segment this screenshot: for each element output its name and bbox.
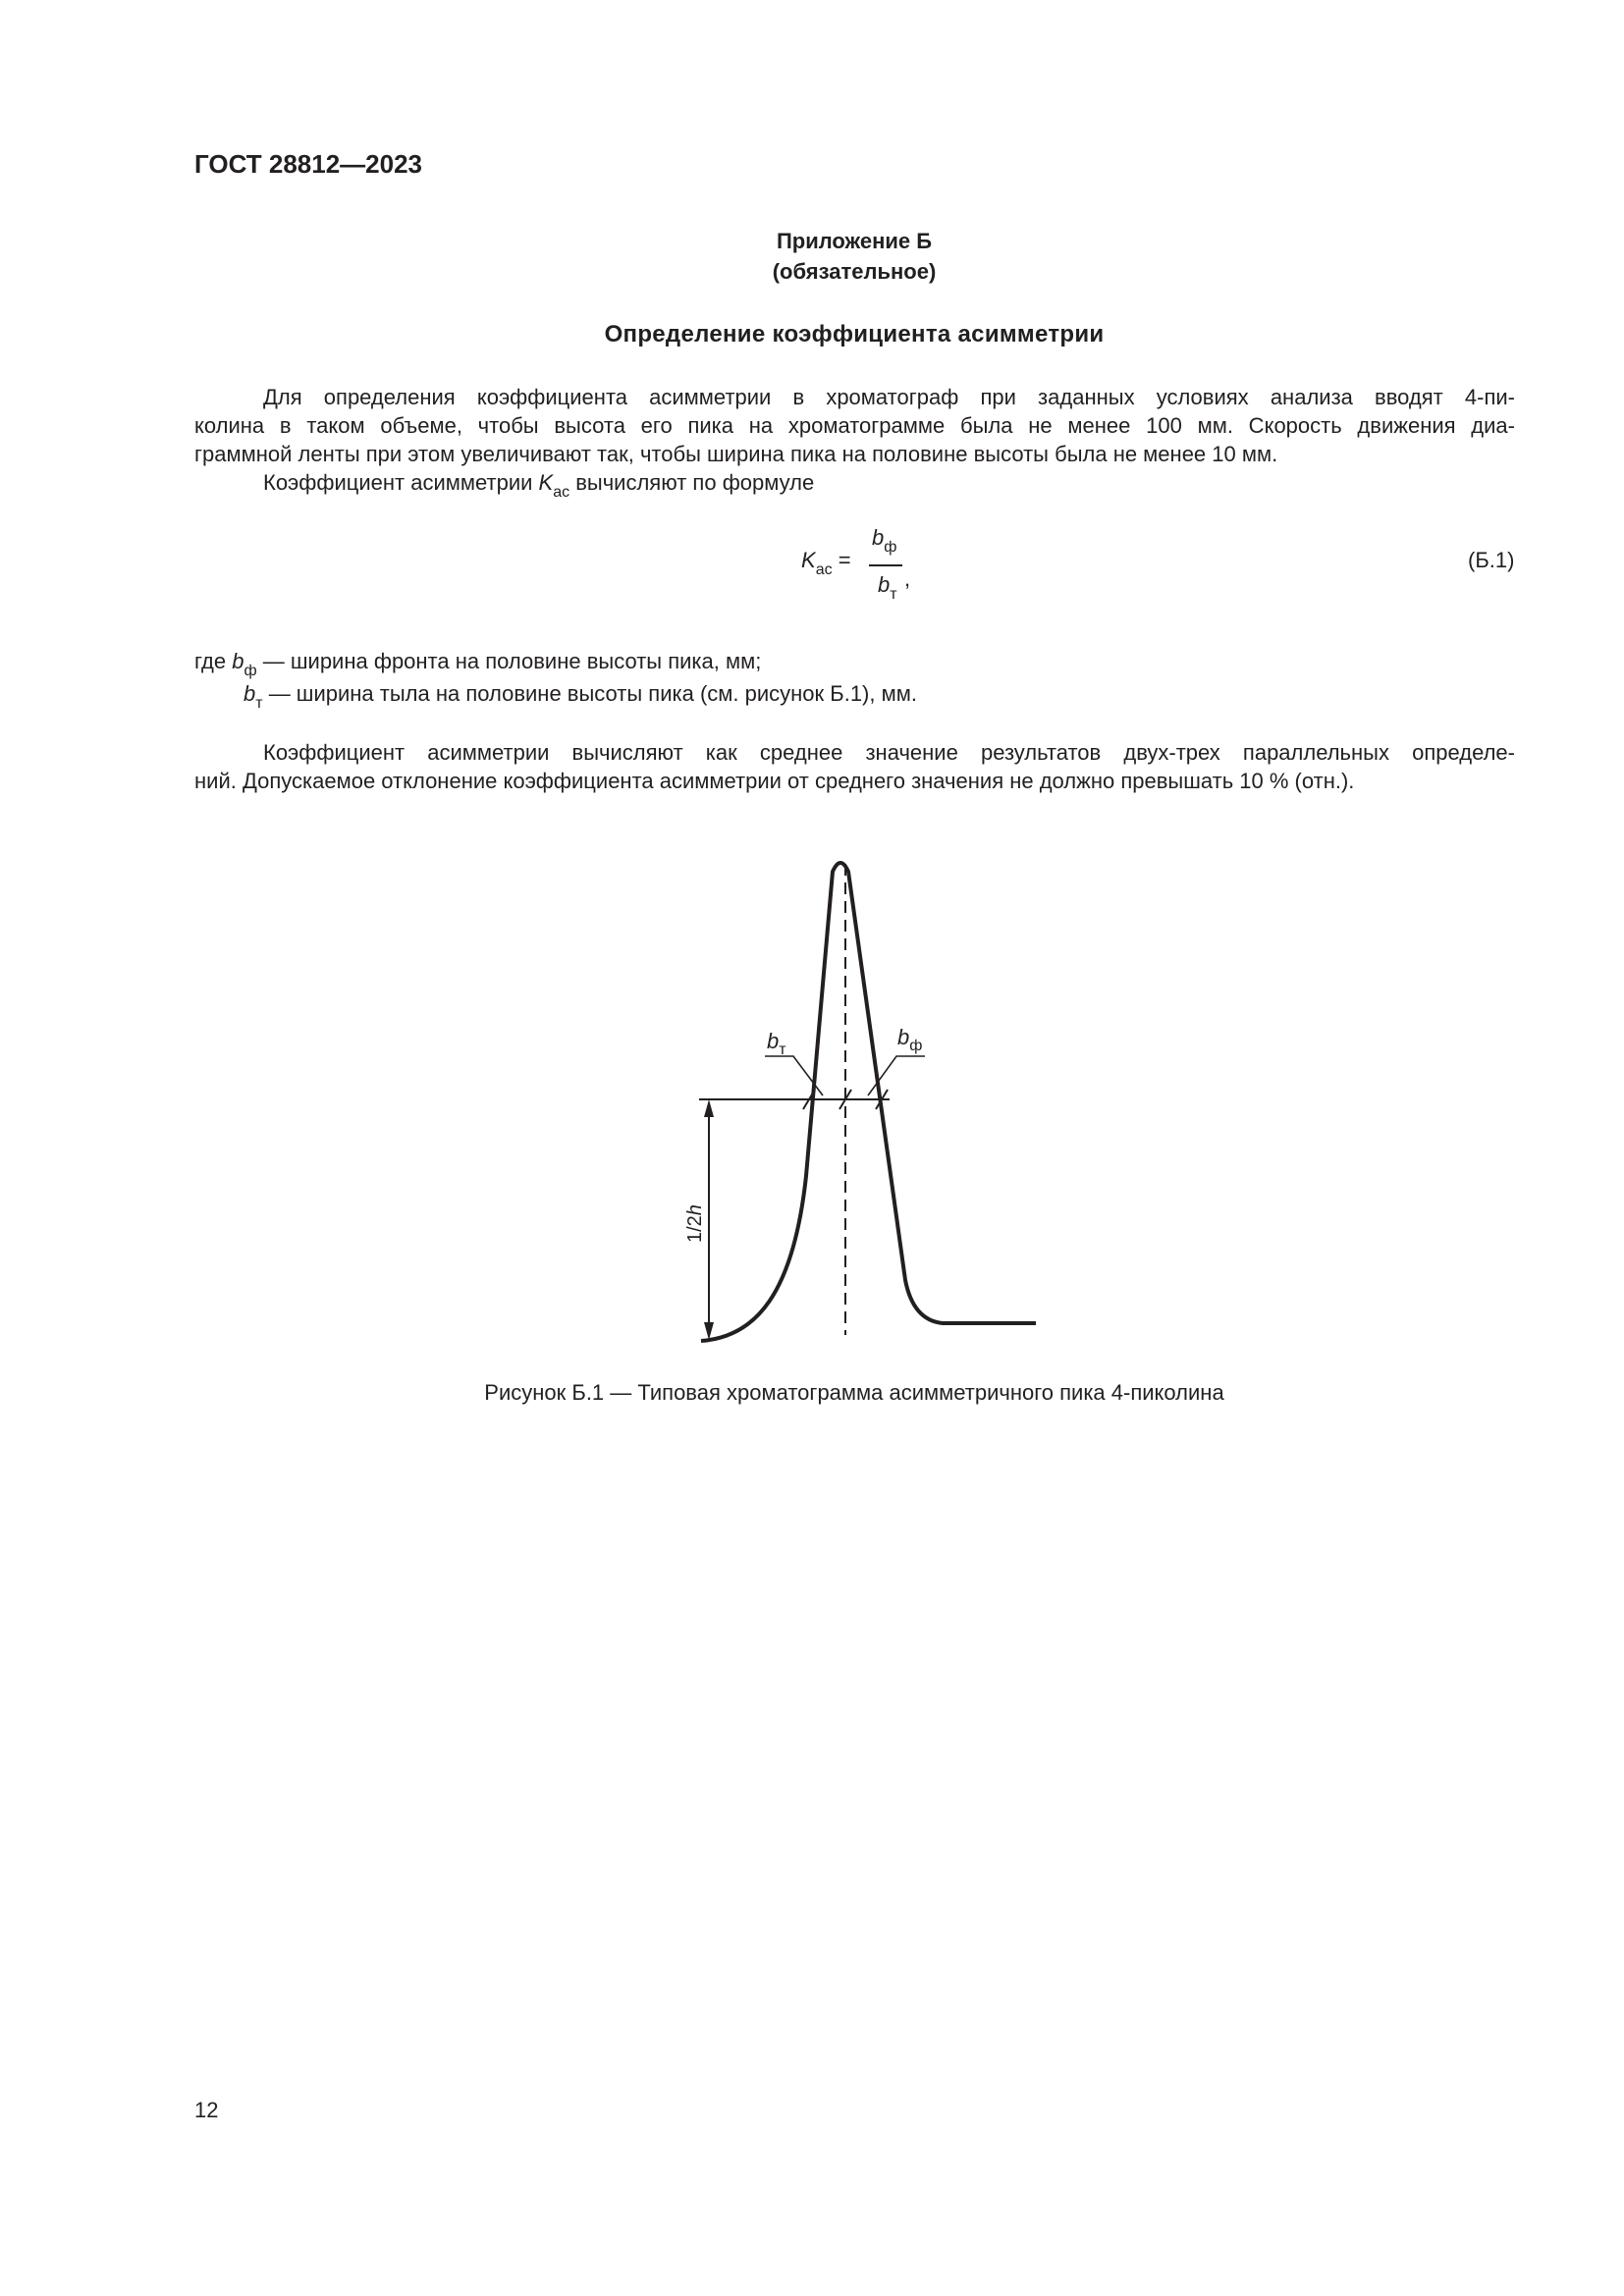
label-bf: $b_ф$ [897, 1025, 923, 1054]
definition-2-symbol: b [244, 681, 256, 706]
conclusion-line-2: ний. Допускаемое отклонение коэффициента асимметрии от среднего значения не должно превышать 10 % (отн.). [194, 769, 1355, 793]
formula-lhs-symbol: K [801, 548, 816, 572]
definition-2-subscript: т [255, 695, 263, 712]
document-code: ГОСТ 28812—2023 [194, 149, 422, 179]
definition-1-subscript: ф [244, 663, 257, 679]
conclusion-line-1: Коэффициент асимметрии вычисляют как среднее значение результатов двух-трех параллельных определе- [263, 740, 1515, 765]
dimension-arrow-top [704, 1099, 714, 1117]
formula-comma: , [904, 566, 911, 591]
annex-status: (обязательное) [772, 259, 937, 284]
formula-lhs-subscript: ас [815, 561, 833, 578]
page-number: 12 [194, 2098, 219, 2122]
section-heading: Определение коэффициента асимметрии [604, 321, 1105, 347]
intro-line-3: граммной ленты при этом увеличивают так, чтобы ширина пика на половине высоты была не менее 10 мм. [194, 442, 1278, 466]
formula-number: (Б.1) [1468, 548, 1515, 572]
dimension-arrow-bottom [704, 1322, 714, 1340]
formula-lead-subscript: ас [553, 484, 570, 501]
intro-line-1: Для определения коэффициента асимметрии в хроматограф при заданных условиях анализа вводят 4-пи- [263, 385, 1515, 409]
formula-denominator-subscript: т [890, 586, 897, 603]
peak-curve [701, 863, 1036, 1341]
intro-line-2: колина в таком объеме, чтобы высота его пика на хроматограмме была не менее 100 мм. Скорость движения диа- [194, 413, 1515, 438]
figure-caption: Рисунок Б.1 — Типовая хроматограмма асимметричного пика 4-пиколина [484, 1380, 1224, 1405]
formula-numerator-symbol: b [872, 525, 885, 550]
formula-lead-symbol: K [538, 470, 554, 495]
annex-title: Приложение Б [776, 229, 933, 253]
definition-1-symbol: b [232, 649, 244, 673]
label-half-height: 1/2h [684, 1204, 706, 1243]
label-bt: $b_т$ [767, 1029, 786, 1058]
definition-where: где [194, 649, 233, 673]
formula-denominator-symbol: b [878, 572, 891, 597]
definition-1-text: — ширина фронта на половине высоты пика, мм; [256, 649, 762, 673]
formula-equals: = [832, 548, 851, 572]
formula-lead-suffix: вычисляют по формуле [569, 470, 815, 495]
definition-2-text: — ширина тыла на половине высоты пика (см. рисунок Б.1), мм. [262, 681, 917, 706]
formula-numerator-subscript: ф [884, 539, 897, 556]
formula-lead-prefix: Коэффициент асимметрии [263, 470, 539, 495]
